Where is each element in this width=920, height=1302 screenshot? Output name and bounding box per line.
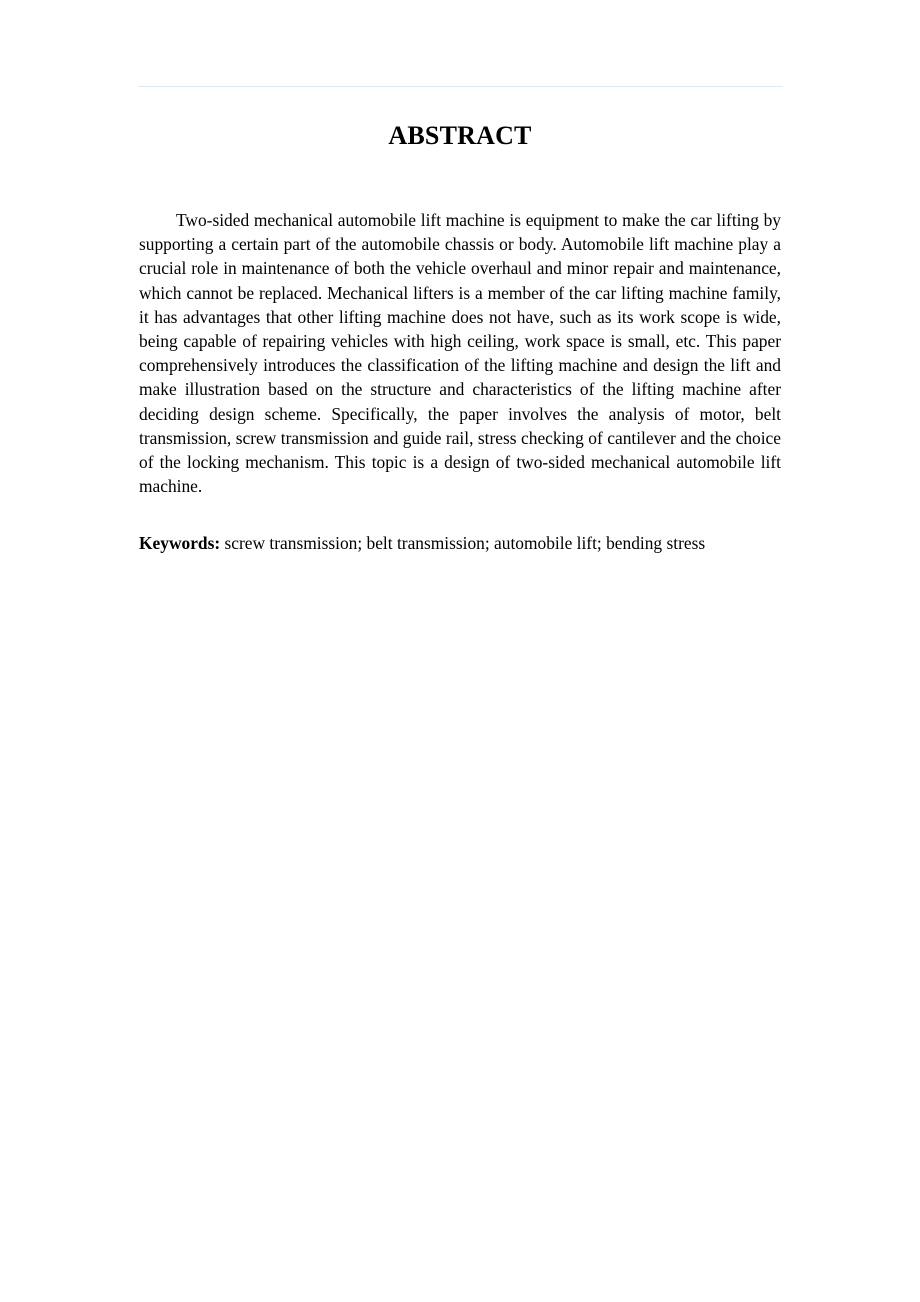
keywords-text: screw transmission; belt transmission; automobile lift; bending stress <box>224 533 706 553</box>
header-rule <box>138 86 783 87</box>
page-title: ABSTRACT <box>388 121 532 150</box>
abstract-body: Two-sided mechanical automobile lift machine is equipment to make the car lifting by supporting a certain part of the automobile chassis or body. Automobile lift machine play a crucial role in maintenance of both the vehicle overhaul and minor repair and maintenance, which cannot be replaced. Mechanical lifters is a member of the car lifting machine family, it has advantages that other lifting machine does not have, such as its work scope is wide, being capable of repairing vehicles with high ceiling, work space is small, etc. This paper comprehensively introduces the classification of the lifting machine and design the lift and make illustration based on the structure and characteristics of the lifting machine after deciding design scheme. Specifically, the paper involves the analysis of motor, belt transmission, screw transmission and guide rail, stress checking of cantilever and the choice of the locking mechanism. This topic is a design of two-sided mechanical automobile lift machine. <box>139 210 781 497</box>
keywords-label: Keywords: <box>139 533 221 553</box>
keywords-line <box>139 531 781 555</box>
